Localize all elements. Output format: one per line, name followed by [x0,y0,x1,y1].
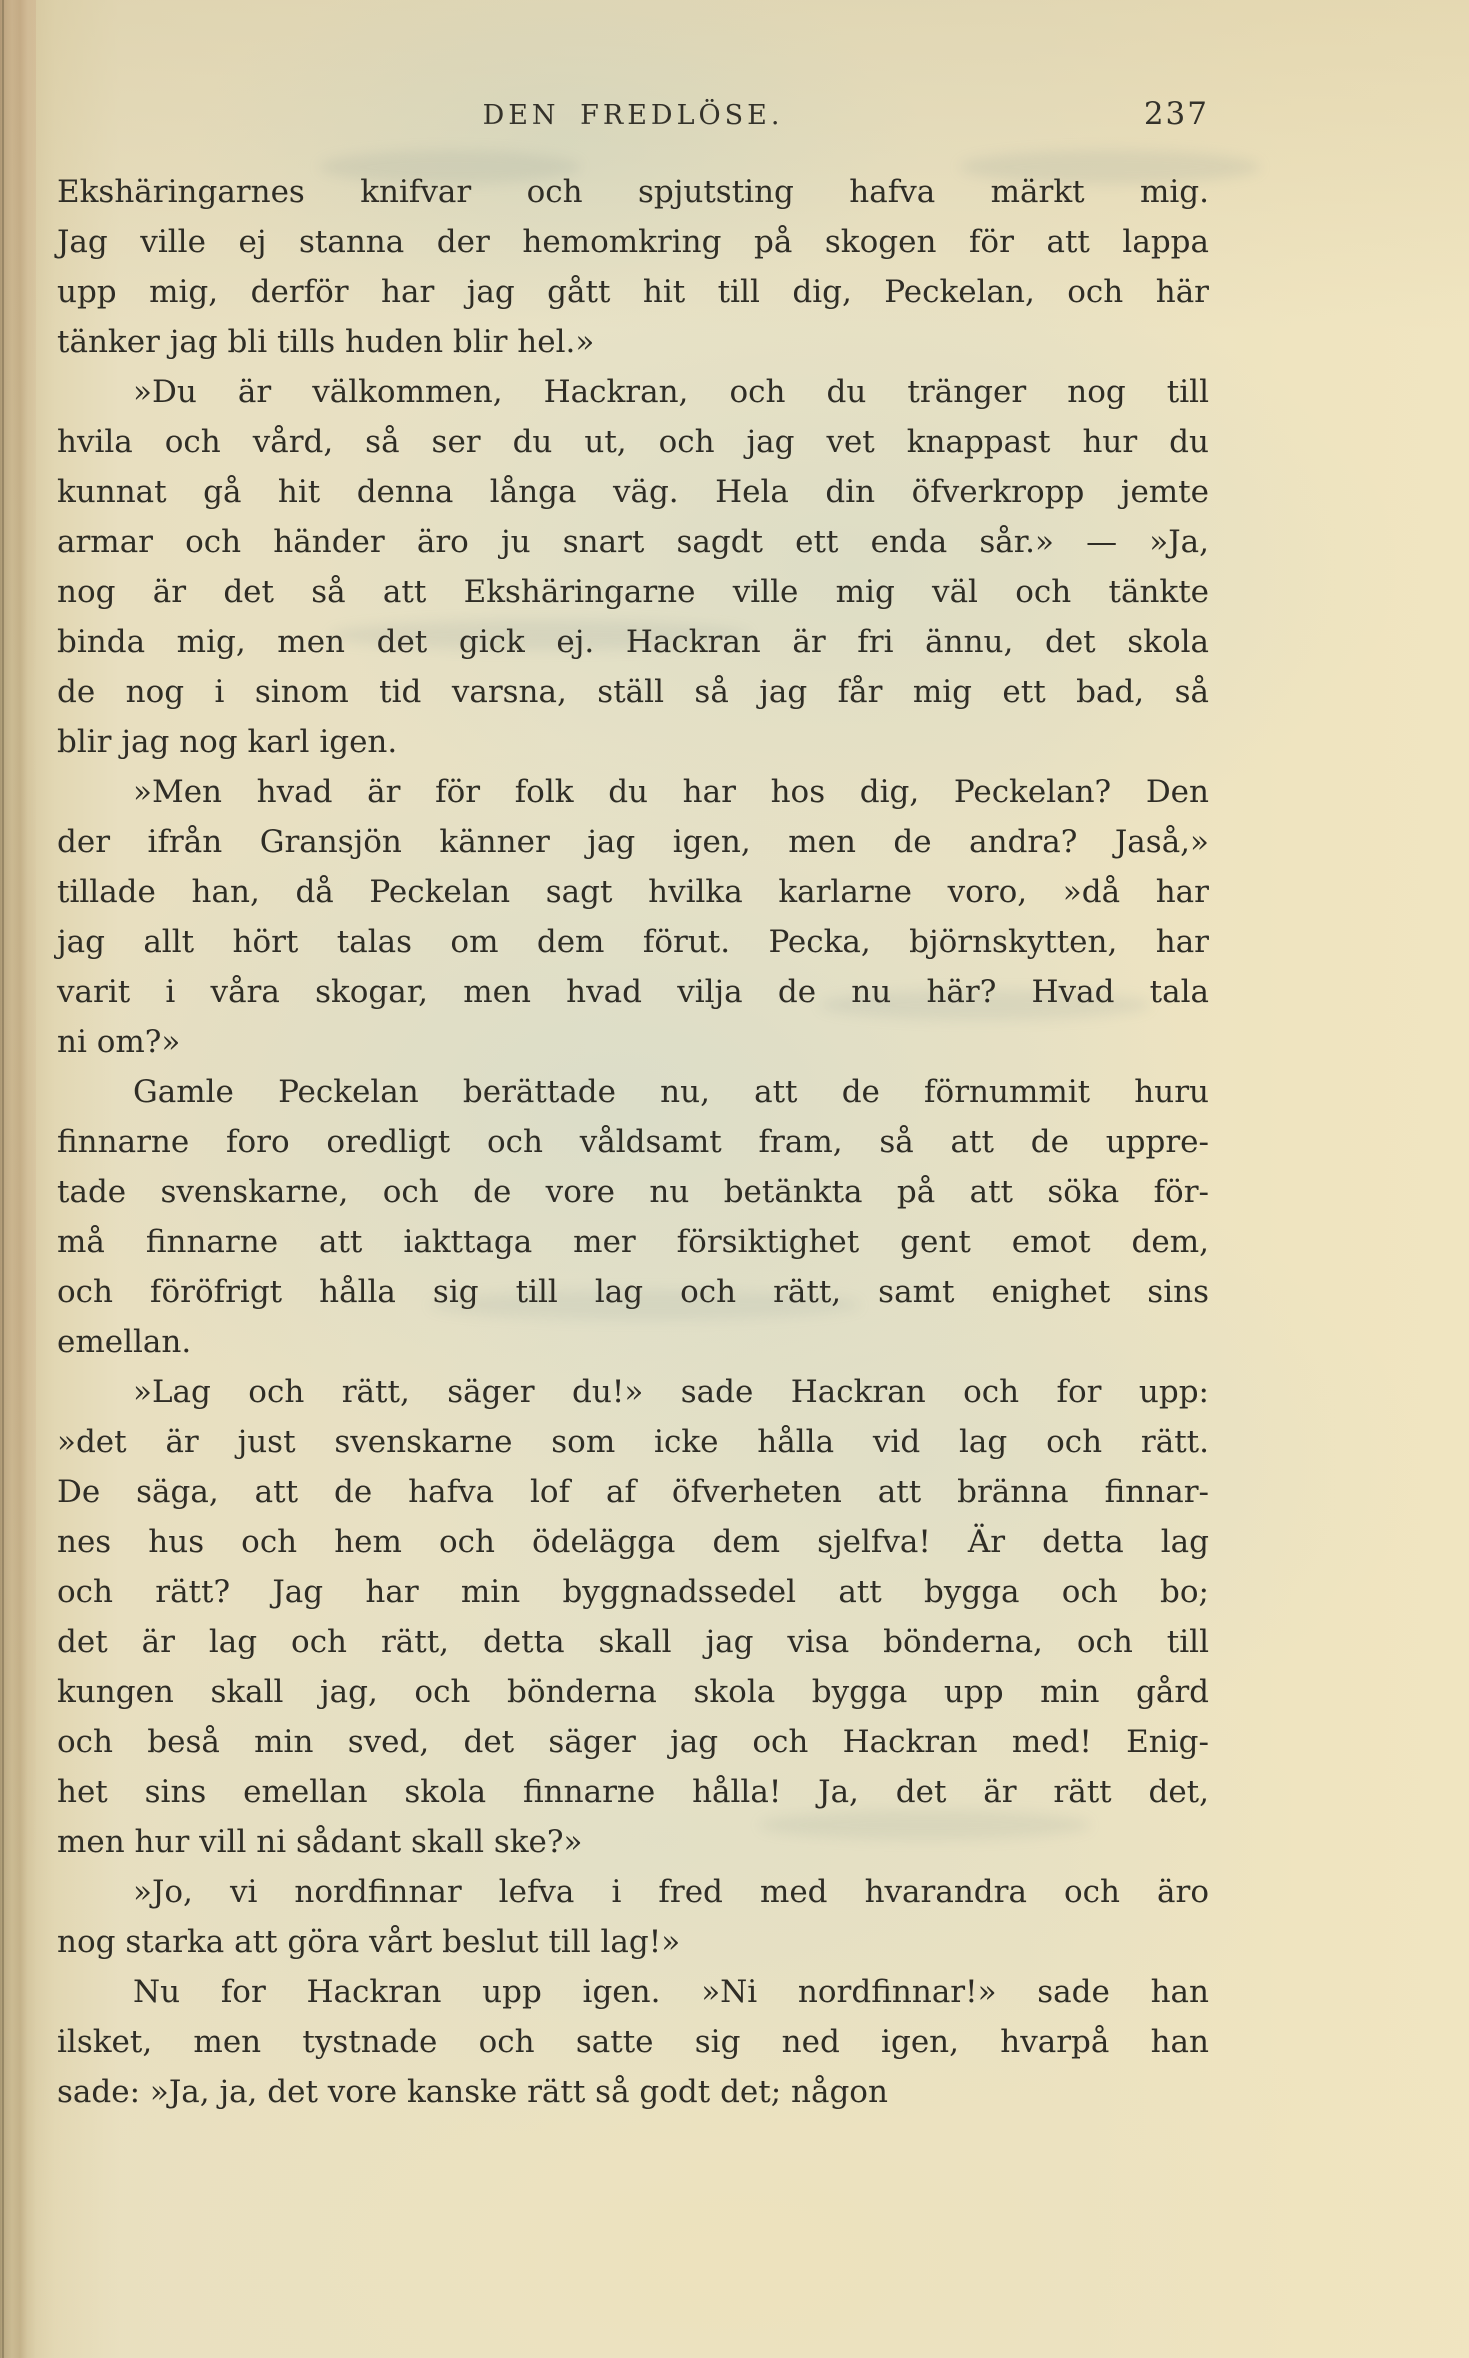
paragraph [57,1067,1209,1367]
text-line: det är lag och rätt, detta skall jag visa bönderna, och till [57,1624,1209,1660]
text-line: tänker jag bli tills huden blir hel.» [57,324,595,360]
text-line: blir jag nog karl igen. [57,724,398,760]
text-line: Gamle Peckelan berättade nu, att de förnummit huru [133,1074,1209,1110]
text-line: nog starka att göra vårt beslut till lag!» [57,1924,681,1960]
text-line: emellan. [57,1324,192,1360]
text-line: nog är det så att Ekshäringarne ville mig väl och tänkte [57,574,1209,610]
text-line: men hur vill ni sådant skall ske?» [57,1824,583,1860]
text-line: upp mig, derför har jag gått hit till dig, Peckelan, och här [57,274,1209,310]
text-line: sade: »Ja, ja, det vore kanske rätt så godt det; någon [57,2074,888,2110]
text-line: må finnarne att iakttaga mer försiktighet gent emot dem, [57,1224,1209,1260]
text-line: Nu for Hackran upp igen. »Ni nordfinnar!» sade han [133,1974,1209,2010]
text-line: ilsket, men tystnade och satte sig ned igen, hvarpå han [57,2024,1209,2060]
text-line: armar och händer äro ju snart sagdt ett enda sår.» — »Ja, [57,524,1209,560]
text-line: tade svenskarne, och de vore nu betänkta på att söka för- [57,1174,1209,1210]
text-line: ni om?» [57,1024,181,1060]
text-line: de nog i sinom tid varsna, ställ så jag får mig ett bad, så [57,674,1209,710]
text-line: varit i våra skogar, men hvad vilja de nu här? Hvad tala [57,974,1209,1010]
text-line: och beså min sved, det säger jag och Hackran med! Enig- [57,1724,1209,1760]
text-line: och föröfrigt hålla sig till lag och rätt, samt enighet sins [57,1274,1209,1310]
text-line: »Men hvad är för folk du har hos dig, Peckelan? Den [133,774,1209,810]
text-line: De säga, att de hafva lof af öfverheten att bränna finnar- [57,1474,1209,1510]
text-line: der ifrån Gransjön känner jag igen, men de andra? Jaså,» [57,824,1209,860]
text-line: »Jo, vi nordfinnar lefva i fred med hvarandra och äro [133,1874,1209,1910]
paragraph [57,367,1209,767]
paragraph [57,1367,1209,1867]
paragraph [57,167,1209,367]
page-header [57,96,1209,140]
text-line: binda mig, men det gick ej. Hackran är fri ännu, det skola [57,624,1209,660]
page-number: 237 [1143,96,1209,132]
text-line: tillade han, då Peckelan sagt hvilka karlarne voro, »då har [57,874,1209,910]
text-line: finnarne foro oredligt och våldsamt fram, så att de uppre- [57,1124,1209,1160]
text-line: Ekshäringarnes knifvar och spjutsting hafva märkt mig. [57,174,1209,210]
paragraph [57,1967,1209,2117]
text-line: Jag ville ej stanna der hemomkring på skogen för att lappa [57,224,1209,260]
running-title: DEN FREDLÖSE. [482,100,784,131]
text-line: jag allt hört talas om dem förut. Pecka, björnskytten, har [57,924,1209,960]
page-binding-edge [0,0,36,2358]
text-line: »Du är välkommen, Hackran, och du tränger nog till [133,374,1209,410]
paragraph [57,1867,1209,1967]
text-block [57,167,1209,2117]
text-line: kungen skall jag, och bönderna skola bygga upp min gård [57,1674,1209,1710]
text-line: nes hus och hem och ödelägga dem sjelfva! Är detta lag [57,1524,1209,1560]
text-line: och rätt? Jag har min byggnadssedel att bygga och bo; [57,1574,1209,1610]
paragraph [57,767,1209,1067]
text-line: kunnat gå hit denna långa väg. Hela din öfverkropp jemte [57,474,1209,510]
text-line: het sins emellan skola finnarne hålla! Ja, det är rätt det, [57,1774,1209,1810]
text-line: »det är just svenskarne som icke hålla vid lag och rätt. [57,1424,1209,1460]
text-line: »Lag och rätt, säger du!» sade Hackran och for upp: [133,1374,1209,1410]
text-line: hvila och vård, så ser du ut, och jag vet knappast hur du [57,424,1209,460]
